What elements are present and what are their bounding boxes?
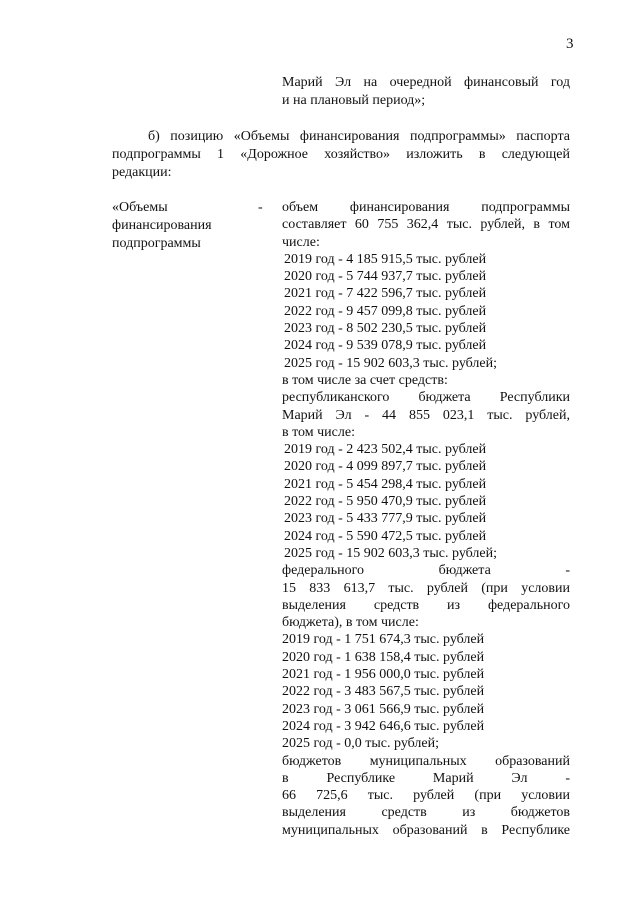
financing-line: в том числе:	[282, 424, 355, 440]
year-amount-line: 2025 год - 15 902 603,3 тыс. рублей;	[284, 355, 498, 371]
paragraph-line: б) позицию «Объемы финансирования подпрограммы» паспорта	[148, 129, 570, 144]
intro-line: и на плановый период»;	[282, 93, 426, 108]
financing-description	[282, 199, 570, 839]
financing-line: выделения средств из бюджетов	[282, 805, 570, 821]
financing-line: в том числе за счет средств:	[282, 372, 448, 388]
year-amount-line: 2021 год - 7 422 596,7 тыс. рублей	[284, 286, 487, 302]
paragraph-line: подпрограммы 1 «Дорожное хозяйство» изложить в следующей	[112, 147, 570, 162]
year-amount-line: 2022 год - 3 483 567,5 тыс. рублей	[282, 684, 485, 700]
financing-line: составляет 60 755 362,4 тыс. рублей, в том	[282, 217, 570, 233]
year-amount-line: 2019 год - 4 185 915,5 тыс. рублей	[284, 251, 487, 267]
financing-line: выделения средств из федерального	[282, 597, 570, 613]
passport-field-label	[112, 199, 268, 253]
year-amount-line: 2022 год - 9 457 099,8 тыс. рублей	[284, 303, 487, 319]
financing-line: бюджета), в том числе:	[282, 615, 419, 631]
label-line: подпрограммы	[112, 236, 201, 251]
financing-line: Марий Эл - 44 855 023,1 тыс. рублей,	[282, 407, 570, 423]
year-amount-line: 2019 год - 1 751 674,3 тыс. рублей	[282, 632, 485, 648]
financing-line: муниципальных образований в Республике	[282, 822, 570, 838]
year-amount-line: 2021 год - 1 956 000,0 тыс. рублей	[282, 667, 485, 683]
page-number: 3	[566, 36, 574, 52]
year-amount-line: 2022 год - 5 950 470,9 тыс. рублей	[284, 494, 487, 510]
financing-line: в Республике Марий Эл -	[282, 770, 570, 786]
year-amount-line: 2021 год - 5 454 298,4 тыс. рублей	[284, 476, 487, 492]
financing-line: 15 833 613,7 тыс. рублей (при условии	[282, 580, 570, 596]
amendment-paragraph	[112, 128, 570, 182]
year-amount-line: 2020 год - 1 638 158,4 тыс. рублей	[282, 649, 485, 665]
year-amount-line: 2024 год - 5 590 472,5 тыс. рублей	[284, 528, 487, 544]
financing-line: федерального бюджета -	[282, 563, 570, 579]
year-amount-line: 2020 год - 4 099 897,7 тыс. рублей	[284, 459, 487, 475]
label-line: финансирования	[112, 218, 212, 233]
year-amount-line: 2025 год - 0,0 тыс. рублей;	[282, 736, 440, 752]
financing-line: объем финансирования подпрограммы	[282, 200, 570, 215]
financing-line: 66 725,6 тыс. рублей (при условии	[282, 788, 570, 804]
paragraph-line: редакции:	[112, 165, 172, 180]
financing-line: числе:	[282, 234, 320, 250]
year-amount-line: 2020 год - 5 744 937,7 тыс. рублей	[284, 269, 487, 285]
year-amount-line: 2024 год - 3 942 646,6 тыс. рублей	[282, 718, 485, 734]
year-amount-line: 2019 год - 2 423 502,4 тыс. рублей	[284, 442, 487, 458]
year-amount-line: 2023 год - 8 502 230,5 тыс. рублей	[284, 321, 487, 337]
year-amount-line: 2023 год - 5 433 777,9 тыс. рублей	[284, 511, 487, 527]
label-line: «Объемы	[112, 200, 168, 215]
year-amount-line: 2024 год - 9 539 078,9 тыс. рублей	[284, 338, 487, 354]
financing-line: бюджетов муниципальных образований	[282, 753, 570, 769]
intro-line: Марий Эл на очередной финансовый год	[282, 75, 570, 90]
year-amount-line: 2025 год - 15 902 603,3 тыс. рублей;	[284, 545, 498, 561]
financing-line: республиканского бюджета Республики	[282, 390, 570, 406]
intro-fragment	[282, 74, 570, 110]
label-dash: -	[258, 200, 263, 215]
year-amount-line: 2023 год - 3 061 566,9 тыс. рублей	[282, 701, 485, 717]
